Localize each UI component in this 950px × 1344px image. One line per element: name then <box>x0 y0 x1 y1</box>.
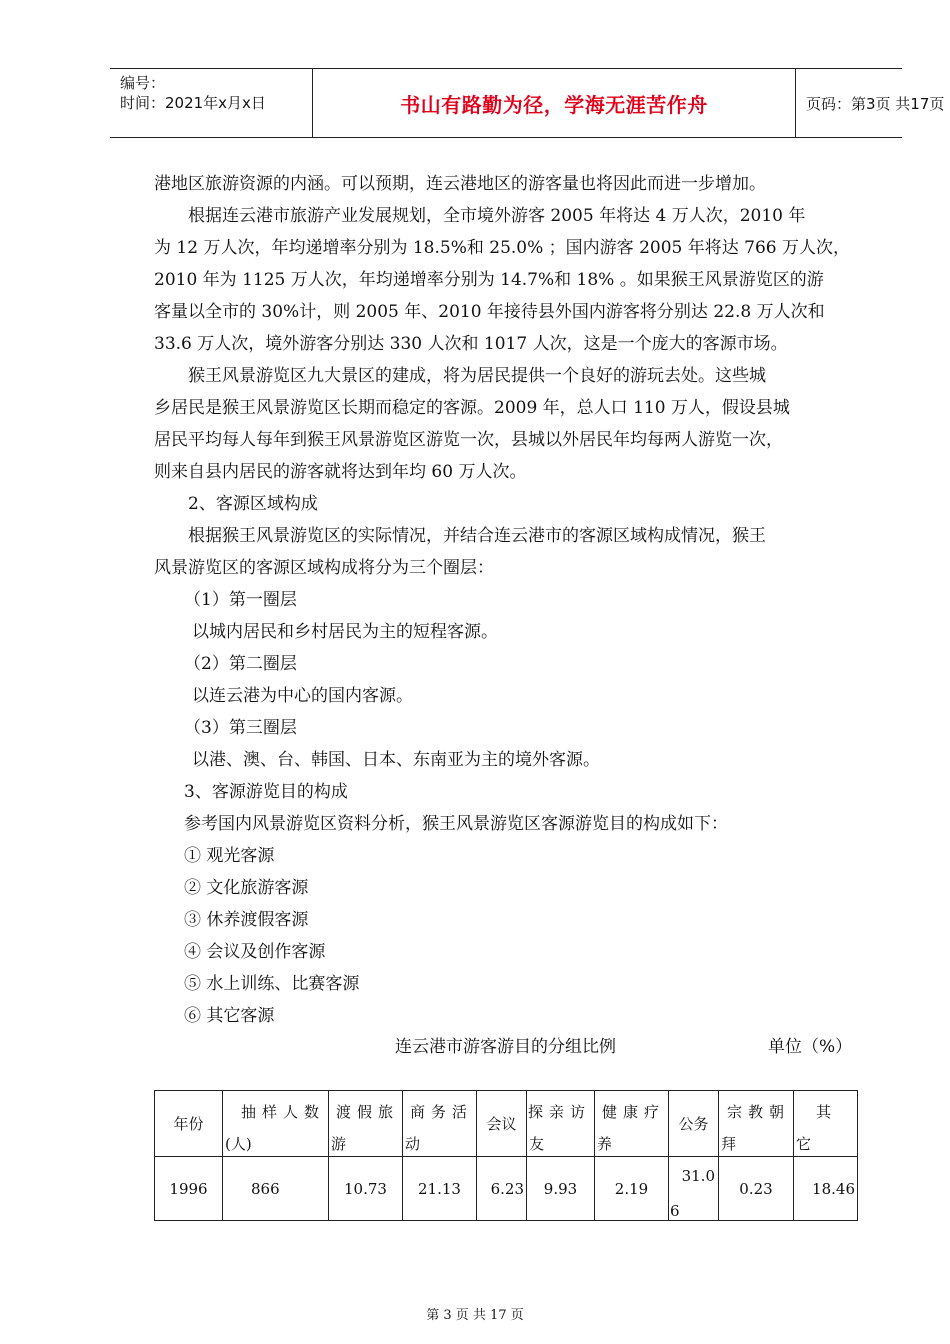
header-visiting <box>527 1091 595 1157</box>
paragraph-line: 则来自县内居民的游客就将达到年均 60 万人次。 <box>154 462 527 482</box>
time-label: 时间：2021年x月x日 <box>120 94 266 112</box>
page-footer: 第 3 页 共 17 页 <box>426 1308 524 1323</box>
cell-official-line1: 31.0 <box>681 1167 715 1185</box>
header-meeting: 会议 <box>477 1091 527 1157</box>
section-heading: 2、客源区域构成 <box>188 494 318 514</box>
header-vacation-line1: 渡假旅 <box>335 1103 399 1121</box>
table-unit: 单位（%） <box>768 1037 853 1057</box>
header-religion <box>719 1091 794 1157</box>
header-official: 公务 <box>669 1091 719 1157</box>
subheading: （2）第二圈层 <box>184 654 297 674</box>
header-vacation <box>329 1091 403 1157</box>
list-item: ⑥ 其它客源 <box>184 1006 275 1026</box>
list-item: ② 文化旅游客源 <box>184 878 309 898</box>
list-item: ④ 会议及创作客源 <box>184 942 326 962</box>
header-other <box>794 1091 858 1157</box>
header-religion-line2: 拜 <box>721 1135 737 1153</box>
cell-sample: 866 <box>223 1157 329 1221</box>
paragraph-line: 客量以全市的 30%计，则 2005 年、2010 年接待县外国内游客将分别达 22.8 万人次和 <box>154 302 825 322</box>
paragraph-line: 参考国内风景游览区资料分析，猴王风景游览区客源游览目的构成如下： <box>184 814 728 834</box>
table-row <box>155 1157 858 1221</box>
number-label: 编号： <box>120 74 166 92</box>
list-item: ③ 休养渡假客源 <box>184 910 309 930</box>
purpose-table <box>154 1090 858 1221</box>
header-visiting-line1: 探亲访 <box>527 1103 591 1121</box>
cell-official <box>669 1157 719 1221</box>
header-health-line1: 健康疗 <box>601 1103 665 1121</box>
cell-visiting: 9.93 <box>527 1157 595 1221</box>
subheading: （1）第一圈层 <box>184 590 297 610</box>
header-health <box>595 1091 669 1157</box>
header-motto-cell <box>312 69 796 137</box>
header-motto: 书山有路勤为径，学海无涯苦作舟 <box>400 92 708 117</box>
header-business-line1: 商务活 <box>409 1103 473 1121</box>
cell-official-line2: 6 <box>670 1202 680 1220</box>
document-body <box>154 168 864 1032</box>
header-sample-line2: (人) <box>225 1135 252 1153</box>
section-heading: 3、客源游览目的构成 <box>184 782 348 802</box>
paragraph-line: 根据猴王风景游览区的实际情况，并结合连云港市的客源区域构成情况，猴王 <box>188 526 766 546</box>
header-meta <box>110 69 312 137</box>
subheading: （3）第三圈层 <box>184 718 297 738</box>
cell-vacation: 10.73 <box>329 1157 403 1221</box>
paragraph-line: 乡居民是猴王风景游览区长期而稳定的客源。2009 年，总人口 110 万人，假设县城 <box>154 398 790 418</box>
paragraph-line: 根据连云港市旅游产业发展规划，全市境外游客 2005 年将达 4 万人次，2010 年 <box>188 206 806 226</box>
header-business-line2: 动 <box>405 1135 421 1153</box>
header-sample-line1: 抽样人数 <box>240 1103 325 1121</box>
paragraph-line: 猴王风景游览区九大景区的建成，将为居民提供一个良好的游玩去处。这些城 <box>188 366 766 386</box>
table-header-row <box>155 1091 858 1157</box>
page-code: 页码：第3页 共17页 <box>806 94 945 113</box>
paragraph-line: 2010 年为 1125 万人次，年均递增率分别为 14.7%和 18% 。如果猴王风景游览区的游 <box>154 270 824 290</box>
paragraph-line: 港地区旅游资源的内涵。可以预期，连云港地区的游客量也将因此而进一步增加。 <box>154 174 766 194</box>
header-visiting-line2: 友 <box>529 1135 545 1153</box>
header-vacation-line2: 游 <box>331 1135 347 1153</box>
cell-business: 21.13 <box>403 1157 477 1221</box>
document-header <box>110 68 945 138</box>
cell-other: 18.46 <box>794 1157 858 1221</box>
paragraph-line: 以港、澳、台、韩国、日本、东南亚为主的境外客源。 <box>192 750 600 770</box>
header-sample <box>223 1091 329 1157</box>
header-other-line1: 其 <box>815 1103 837 1121</box>
cell-health: 2.19 <box>595 1157 669 1221</box>
paragraph-line: 居民平均每人每年到猴王风景游览区游览一次，县城以外居民年均每两人游览一次， <box>154 430 783 450</box>
paragraph-line: 以城内居民和乡村居民为主的短程客源。 <box>192 622 498 642</box>
cell-year: 1996 <box>155 1157 223 1221</box>
paragraph-line: 以连云港为中心的国内客源。 <box>192 686 413 706</box>
list-item: ⑤ 水上训练、比赛客源 <box>184 974 360 994</box>
paragraph-line: 风景游览区的客源区域构成将分为三个圈层： <box>154 558 494 578</box>
header-religion-line1: 宗教朝 <box>726 1103 790 1121</box>
header-business <box>403 1091 477 1157</box>
header-year: 年份 <box>155 1091 223 1157</box>
paragraph-line: 为 12 万人次，年均递增率分别为 18.5%和 25.0% ；国内游客 2005 年将达 766 万人次， <box>154 238 850 258</box>
header-other-line2: 它 <box>796 1135 812 1153</box>
list-item: ① 观光客源 <box>184 846 275 866</box>
table-caption: 连云港市游客游目的分组比例 <box>395 1037 616 1057</box>
cell-religion: 0.23 <box>719 1157 794 1221</box>
paragraph-line: 33.6 万人次，境外游客分别达 330 人次和 1017 人次，这是一个庞大的客源市场。 <box>154 334 788 354</box>
cell-meeting: 6.23 <box>477 1157 527 1221</box>
header-health-line2: 养 <box>597 1135 613 1153</box>
